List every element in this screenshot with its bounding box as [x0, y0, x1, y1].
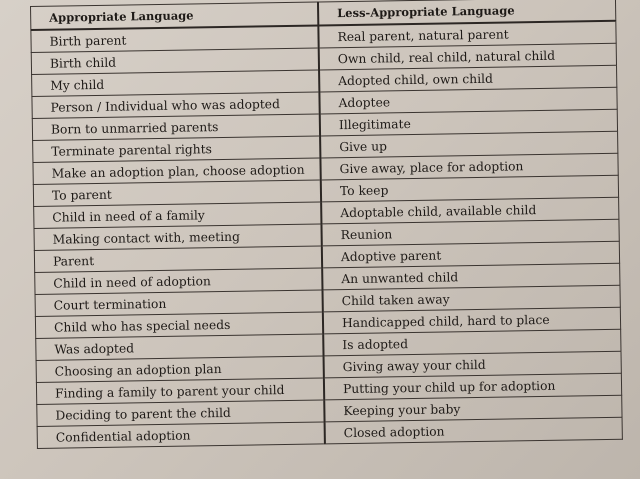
language-table	[30, 0, 623, 449]
appropriate-cell: Finding a family to parent your child	[36, 378, 324, 405]
less-appropriate-cell: Reunion	[321, 219, 619, 246]
appropriate-cell: Choosing an adoption plan	[36, 356, 324, 383]
less-appropriate-cell: Putting your child up for adoption	[324, 373, 622, 400]
less-appropriate-cell: Give away, place for adoption	[320, 153, 618, 180]
less-appropriate-cell: An unwanted child	[322, 263, 620, 290]
appropriate-cell: Confidential adoption	[37, 422, 325, 449]
appropriate-cell: Making contact with, meeting	[34, 224, 322, 251]
less-appropriate-cell: Giving away your child	[324, 351, 622, 378]
appropriate-cell: Parent	[34, 246, 322, 273]
printed-page	[30, 0, 623, 468]
appropriate-cell: Birth child	[31, 48, 319, 75]
appropriate-cell: Birth parent	[31, 25, 319, 52]
less-appropriate-cell: Child taken away	[322, 285, 620, 312]
less-appropriate-cell: Handicapped child, hard to place	[323, 307, 621, 334]
appropriate-cell: Child who has special needs	[35, 312, 323, 339]
less-appropriate-cell: To keep	[321, 175, 619, 202]
header-less-appropriate-language: Less-Appropriate Language	[318, 0, 616, 25]
less-appropriate-cell: Adoptive parent	[322, 241, 620, 268]
appropriate-cell: Was adopted	[36, 334, 324, 361]
less-appropriate-cell: Real parent, natural parent	[318, 21, 616, 48]
appropriate-cell: Terminate parental rights	[33, 136, 321, 163]
appropriate-cell: Make an adoption plan, choose adoption	[33, 158, 321, 185]
appropriate-cell: Child in need of adoption	[35, 268, 323, 295]
table-body	[31, 21, 623, 449]
less-appropriate-cell: Adoptable child, available child	[321, 197, 619, 224]
appropriate-cell: Deciding to parent the child	[37, 400, 325, 427]
less-appropriate-cell: Own child, real child, natural child	[319, 43, 617, 70]
appropriate-cell: Born to unmarried parents	[32, 114, 320, 141]
appropriate-cell: To parent	[33, 180, 321, 207]
less-appropriate-cell: Give up	[320, 131, 618, 158]
less-appropriate-cell: Is adopted	[323, 329, 621, 356]
appropriate-cell: Person / Individual who was adopted	[32, 92, 320, 119]
less-appropriate-cell: Keeping your baby	[324, 395, 622, 422]
header-appropriate-language: Appropriate Language	[31, 2, 319, 30]
appropriate-cell: Court termination	[35, 290, 323, 317]
less-appropriate-cell: Adopted child, own child	[319, 65, 617, 92]
less-appropriate-cell: Closed adoption	[325, 417, 623, 444]
appropriate-cell: My child	[32, 70, 320, 97]
appropriate-cell: Child in need of a family	[34, 202, 322, 229]
less-appropriate-cell: Illegitimate	[320, 109, 618, 136]
less-appropriate-cell: Adoptee	[319, 87, 617, 114]
